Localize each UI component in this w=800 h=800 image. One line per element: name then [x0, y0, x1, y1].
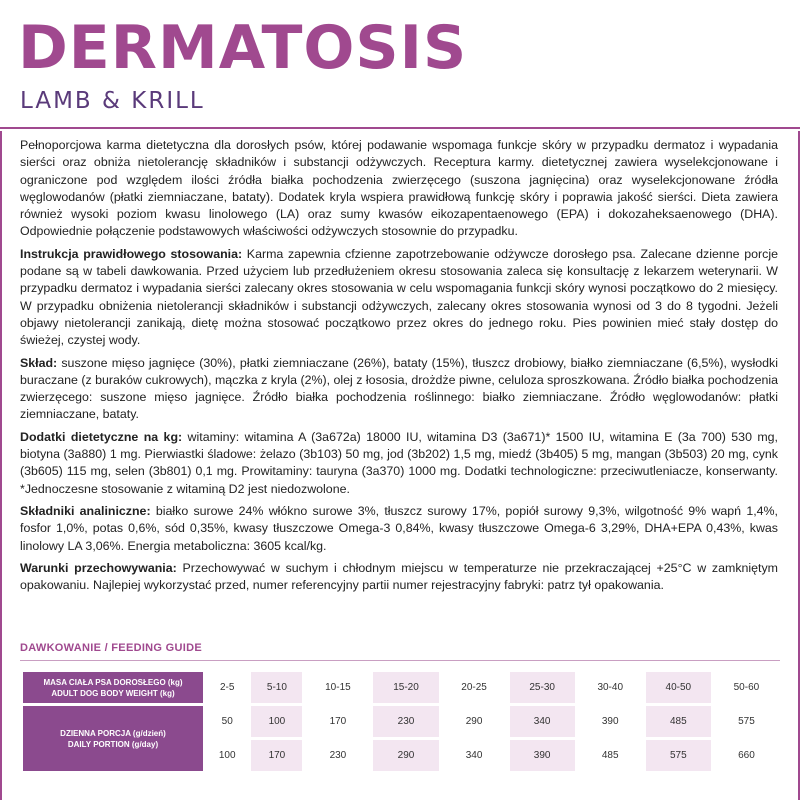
weight-cell: 40-50	[646, 672, 711, 703]
weight-cell: 5-10	[251, 672, 302, 703]
weight-cell: 20-25	[442, 672, 507, 703]
portion-cell: 170	[251, 740, 302, 771]
title-divider	[0, 127, 800, 129]
portion-label-en: DAILY PORTION (g/day)	[67, 739, 159, 749]
portion-cell: 575	[646, 740, 711, 771]
weight-label-pl: MASA CIAŁA PSA DOROSŁEGO (kg)	[43, 677, 183, 687]
portion-cell: 290	[373, 740, 438, 771]
product-title: DERMATOSIS	[18, 13, 468, 83]
portion-cell: 100	[206, 740, 248, 771]
portion-cell: 290	[442, 706, 507, 737]
feeding-guide-divider	[20, 660, 780, 661]
weight-cell: 15-20	[373, 672, 438, 703]
paragraph-text: Karma zapewnia cfzienne zapotrzebowanie odżywcze dorosłego psa. Zalecane dzienne porcje podane są w tabeli dawkowania. Przed użyciem lub przedłużeniem okresu stosowania zaleca się konsultację z lekarzem weterynarii. W przypadku dermatoz i wypadania sierści zalecany okres stosowania w celu wspomagania funkcji skóry wynosi początkowo do 2 miesięcy. W przypadku obniżenia nietolerancji składników i substancji odżywczych, zalecany okres stosowania wynosi od 3 do 8 tygodni. Jeżeli objawy nietolerancji zanikają, dietę można stosować początkowo przez okres do jednego roku. Pies powinien mieć stały dostęp do świeżej, czystej wody.	[20, 246, 779, 348]
portion-cell: 50	[206, 706, 248, 737]
paragraph-label: Warunki przechowywania:	[20, 560, 177, 575]
portion-cell: 390	[578, 706, 643, 737]
weight-cell: 50-60	[714, 672, 779, 703]
portion-row-1	[23, 706, 779, 737]
portion-cell: 230	[305, 740, 370, 771]
weight-row	[23, 672, 779, 703]
portion-cell: 575	[714, 706, 779, 737]
paragraph-text: białko surowe 24% włókno surowe 3%, tłuszcz surowy 17%, popiół surowy 9,3%, wilgotność 9% wapń 1,4%, fosfor 1,0%, potas 0,6%, sód 0,35%, kwasy tłuszczowe Omega-3 0,84%, kwasy tłuszczowe Omega-6 3,29%, DHA+EPA 0,43%, kwas linolowy LA 3,06%. Energia metaboliczna: 3605 kcal/kg.	[20, 503, 779, 553]
portion-label-pl: DZIENNA PORCJA (g/dzień)	[60, 728, 166, 738]
paragraph-label: Składniki analiniczne:	[20, 503, 151, 518]
paragraph-composition	[20, 355, 778, 424]
weight-cell: 2-5	[206, 672, 248, 703]
paragraph-storage	[20, 560, 778, 595]
portion-cell: 100	[251, 706, 302, 737]
portion-cell: 390	[510, 740, 575, 771]
portion-cell: 340	[442, 740, 507, 771]
portion-cell: 660	[714, 740, 779, 771]
feeding-guide-title: DAWKOWANIE / FEEDING GUIDE	[20, 642, 202, 654]
weight-label-en: ADULT DOG BODY WEIGHT (kg)	[51, 688, 175, 698]
portion-cell: 230	[373, 706, 438, 737]
portion-cell: 485	[646, 706, 711, 737]
paragraph-text: Pełnoporcjowa karma dietetyczna dla dorosłych psów, której podawanie wspomaga funkcje skóry w przypadku dermatoz i wypadania sierści oraz obniża nietolerancję składników i substancji odżywczych. Receptura karmy. dietetycznej zawiera wyselekcjonowane i ograniczone pod względem ilości źródła białka pochodzenia zwierzęcego (suszona jagnięcina) oraz wyselekcjonowane źródła węglowodanów (płatki ziemniaczane, bataty). Dodatek kryla wspiera prawidłową funkcję skóry i poprawia jakość sierści. Dieta zawiera również wysoki poziom kwasu linolowego (LA) oraz sumy kwasów eikozapentaenowego (EPA) i dokozaheksaenowego (DHA). Odpowiednie połączenie podstawowych właściwości odżywczych stosownie do przypadku.	[20, 138, 778, 239]
paragraph-text: Przechowywać w suchym i chłodnym miejscu w temperaturze nie przekraczającej +25°C w zamkniętym opakowaniu. Najlepiej wykorzystać przed, numer referencyjny partii numer rejestracyjny fabryki: patrz tył opakowania.	[20, 560, 779, 593]
paragraph-text: suszone mięso jagnięce (30%), płatki ziemniaczane (26%), bataty (15%), tłuszcz drobiowy, białko ziemniaczane (6,5%), wysłodki buraczane (z buraków cukrowych), mączka z kryla (2%), olej z łososia, drożdże piwne, celuloza sproszkowana. Źródło białka pochodzenia zwierzęcego: suszone mięso jagnięce. Źródło białka pochodzenia roślinnego: białko ziemniaczane. Źródło węglowodanów: płatki ziemniaczane, bataty.	[20, 355, 778, 422]
product-description	[20, 137, 778, 599]
paragraph-usage	[20, 246, 778, 350]
weight-cell: 25-30	[510, 672, 575, 703]
weight-cell: 30-40	[578, 672, 643, 703]
feeding-guide-table	[20, 669, 782, 774]
paragraph-intro	[20, 137, 778, 241]
portion-row-header	[23, 706, 203, 771]
weight-row-header	[23, 672, 203, 703]
paragraph-additives	[20, 429, 778, 498]
portion-cell: 170	[305, 706, 370, 737]
paragraph-label: Dodatki dietetyczne na kg:	[20, 429, 183, 444]
left-border-line	[0, 131, 2, 800]
paragraph-text: witaminy: witamina A (3a672a) 18000 IU, witamina D3 (3a671)* 1500 IU, witamina E (3a 700) 530 mg, biotyna (3a880) 1 mg. Pierwiastki śladowe: żelazo (3b103) 50 mg, jod (3b202) 1,5 mg, miedź (3b405) 5 mg, mangan (3b503) 20 mg, cynk (3b605) 115 mg, selen (3b801) 0,1 mg. Prowitaminy: tauryna (3a370) 1000 mg. Dodatki technologiczne: przeciwutleniacze, konserwanty. *Jednoczesne stosowanie z witaminą D2 jest niedozwolone.	[20, 429, 779, 496]
portion-cell: 485	[578, 740, 643, 771]
paragraph-label: Skład:	[20, 355, 58, 370]
paragraph-label: Instrukcja prawidłowego stosowania:	[20, 246, 243, 261]
paragraph-analytical	[20, 503, 778, 555]
weight-cell: 10-15	[305, 672, 370, 703]
product-subtitle: LAMB & KRILL	[20, 88, 205, 114]
portion-cell: 340	[510, 706, 575, 737]
